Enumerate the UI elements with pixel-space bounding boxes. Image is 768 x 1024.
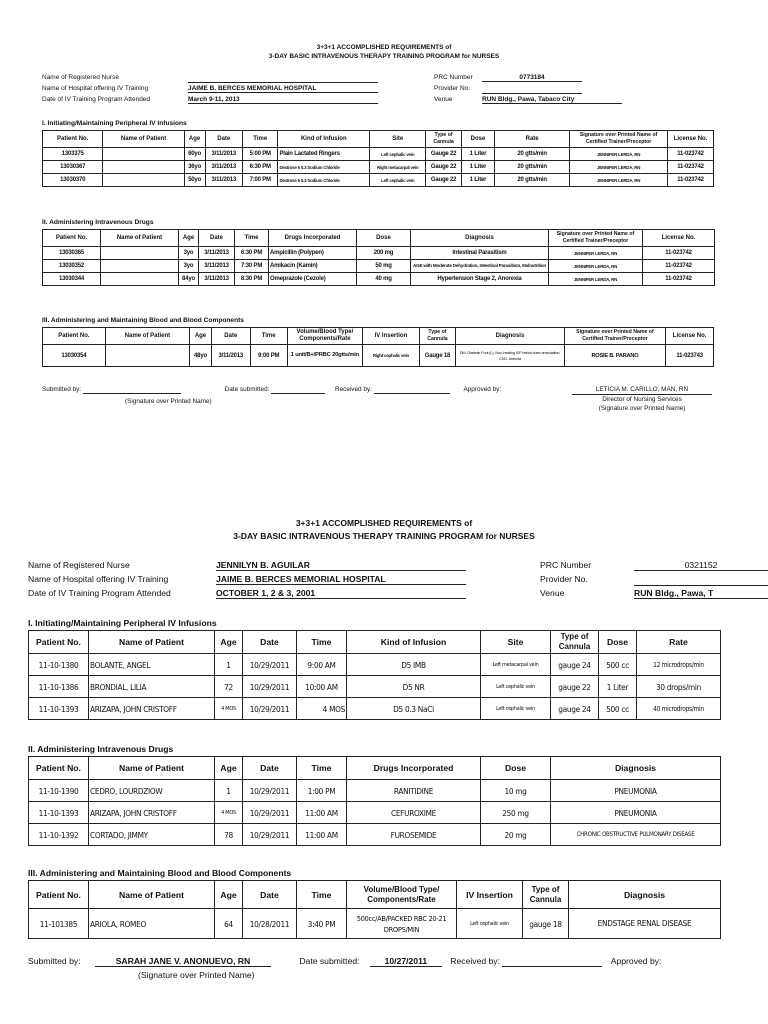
- cell: AGE with Moderate Dehydration, Intestinal Parasitism, Malnutrition: [411, 260, 549, 273]
- col-patient-no: Patient No.: [43, 328, 106, 345]
- col-cannula: Type of Cannula: [419, 328, 456, 345]
- col-patient-name: Name of Patient: [101, 230, 179, 247]
- cell: 4 MOS: [297, 698, 347, 720]
- cell: 9:00 PM: [250, 345, 287, 367]
- cell: 10/29/2011: [243, 824, 297, 846]
- col-rate: Rate: [637, 631, 721, 654]
- cell: [103, 174, 184, 187]
- cell: 10/28/2011: [243, 909, 297, 939]
- nurse-value: [188, 74, 378, 83]
- cell: 200 mg: [357, 247, 411, 260]
- col-date: Date: [199, 230, 235, 247]
- cell: 10/29/2011: [243, 654, 297, 676]
- table-row: [43, 345, 714, 367]
- venue-value: RUN Bldg., Pawa, Tabaco City: [482, 96, 622, 104]
- cell: 250 mg: [481, 802, 551, 824]
- cell: [101, 273, 179, 286]
- cell: 3/11/2013: [199, 247, 235, 260]
- cell: JENNIFER LERDA, RN: [549, 247, 643, 260]
- table-header: [29, 631, 721, 654]
- cell: PNEUMONIA: [551, 780, 721, 802]
- col-patient-name: Name of Patient: [89, 881, 215, 909]
- col-signature: Signature over Printed Name of Certified Trainer/Preceptor: [570, 131, 668, 148]
- col-date: Date: [211, 328, 250, 345]
- form-2-footer: [28, 956, 661, 967]
- table-row: [29, 654, 721, 676]
- cell: 12 microdrops/min: [637, 654, 721, 676]
- cell: Right metacarpal vein: [370, 161, 426, 174]
- col-age: Age: [215, 631, 243, 654]
- cell: 1:00 PM: [297, 780, 347, 802]
- cell: Gauge 18: [419, 345, 456, 367]
- cell: 9:00 AM: [297, 654, 347, 676]
- cell: [101, 247, 179, 260]
- col-time: Time: [297, 631, 347, 654]
- col-date: Date: [243, 757, 297, 780]
- col-kind-of-infusion: Kind of Infusion: [347, 631, 481, 654]
- cell: Left cephalic vein: [370, 174, 426, 187]
- table-header: [43, 328, 714, 345]
- table-row: [43, 161, 714, 174]
- cell: 6:30 PM: [235, 247, 269, 260]
- cell: 40 microdrops/min: [637, 698, 721, 720]
- form-1-header-fields: [42, 74, 722, 108]
- col-time: Time: [297, 757, 347, 780]
- cell: 10/29/2011: [243, 802, 297, 824]
- cell: Left metacarpal vein: [481, 654, 551, 676]
- cell: Hypertension Stage 2, Anorexia: [411, 273, 549, 286]
- submitted-by-line: [83, 386, 181, 394]
- cell: Left cephalic vein: [481, 676, 551, 698]
- col-diagnosis: Diagnosis: [411, 230, 549, 247]
- form-2-signature-note: (Signature over Printed Name): [138, 970, 255, 980]
- approved-by-label: Approved by:: [610, 956, 662, 966]
- provider-label: Provider No.: [540, 574, 588, 584]
- col-time: Time: [243, 131, 278, 148]
- cell: 500 cc: [599, 698, 637, 720]
- col-patient-name: Name of Patient: [89, 631, 215, 654]
- cell: ROSIE B. PARANO: [564, 345, 666, 367]
- col-patient-name: Name of Patient: [103, 131, 184, 148]
- cell: 11-10-1386: [29, 676, 89, 698]
- cell: PNEUMONIA: [551, 802, 721, 824]
- col-site: Site: [370, 131, 426, 148]
- table-row: [29, 909, 721, 939]
- cell: [103, 148, 184, 161]
- col-dose: Dose: [481, 757, 551, 780]
- section-1-title: I. Initiating/Maintaining Peripheral IV Infusions: [28, 618, 217, 628]
- cell: [101, 260, 179, 273]
- col-date: Date: [243, 881, 297, 909]
- table-row: [29, 676, 721, 698]
- approver-signature-note: (Signature over Printed Name): [598, 405, 686, 412]
- cell: D5 NR: [347, 676, 481, 698]
- form-2-header-fields: [28, 560, 768, 606]
- cell: gauge 24: [551, 654, 599, 676]
- date-value: March 9-11, 2013: [188, 96, 378, 104]
- cell: 20 gtts/min: [495, 161, 570, 174]
- cell: 8:30 PM: [235, 273, 269, 286]
- table-row: [29, 824, 721, 846]
- approver-title: Director of Nursing Services: [602, 396, 682, 403]
- received-by-line: [374, 386, 450, 394]
- cell: D5 IMB: [347, 654, 481, 676]
- cell: 1: [215, 654, 243, 676]
- venue-label: Venue: [540, 588, 565, 598]
- cell: JENNIFER LERDA, RN: [570, 161, 668, 174]
- col-rate: Rate: [495, 131, 570, 148]
- cell: JENNIFER LERDA, RN: [549, 260, 643, 273]
- col-signature: Signature over Printed Name of Certified Trainer/Preceptor: [549, 230, 643, 247]
- cell: 3/11/2013: [211, 345, 250, 367]
- form-2: [0, 470, 768, 1024]
- col-patient-no: Patient No.: [43, 230, 101, 247]
- cell: Dextrose 5 0.3 Sodium Chloride: [278, 161, 370, 174]
- cell: 10/29/2011: [243, 676, 297, 698]
- cell: ARIZAPA, JOHN CRISTOFF: [89, 802, 215, 824]
- submitted-by-label: Submitted by:: [42, 386, 82, 393]
- provider-value: [634, 574, 768, 586]
- col-cannula: Type of Cannula: [523, 881, 569, 909]
- cell: Left cephalic vein: [370, 148, 426, 161]
- table-header: [43, 131, 714, 148]
- col-volume: Volume/Blood Type/ Components/Rate: [347, 881, 457, 909]
- form-1-signature-note: (Signature over Printed Name): [125, 398, 212, 405]
- table-row: [43, 273, 715, 286]
- col-iv-insertion: IV Insertion: [457, 881, 523, 909]
- col-time: Time: [235, 230, 269, 247]
- nurse-label: Name of Registered Nurse: [28, 560, 130, 570]
- prc-label: PRC Number: [540, 560, 592, 570]
- col-diagnosis: Diagnosis: [569, 881, 721, 909]
- cell: 13030354: [43, 345, 106, 367]
- cell: 48yo: [190, 345, 212, 367]
- cell: 20 gtts/min: [495, 174, 570, 187]
- prc-label: PRC Number: [434, 74, 473, 81]
- cell: 11-023742: [668, 161, 714, 174]
- cell: gauge 18: [523, 909, 569, 939]
- cell: CHRONIC OBSTRUCTIVE PULMONARY DISEASE: [551, 824, 721, 846]
- cell: 11-023742: [643, 247, 715, 260]
- date-label: Date of IV Training Program Attended: [42, 96, 151, 103]
- cell: 13030344: [43, 273, 101, 286]
- cell: 3:40 PM: [297, 909, 347, 939]
- cell: DM, Diabetic Foot (L), Non-healing S/P below knee amputation, CKD, Anemia: [456, 345, 564, 367]
- cell: [103, 161, 184, 174]
- title-line-2: 3-DAY BASIC INTRAVENOUS THERAPY TRAINING PROGRAM for NURSES: [268, 53, 500, 60]
- cell: Amikacin (Kamin): [269, 260, 357, 273]
- cell: 1 Liter: [599, 676, 637, 698]
- prc-value: 0773184: [482, 74, 582, 82]
- table-header: [43, 230, 715, 247]
- cell: Dextrose 5 0.3 Sodium Chloride: [278, 174, 370, 187]
- col-drugs: Drugs Incorporated: [269, 230, 357, 247]
- cell: 6:30 PM: [243, 161, 278, 174]
- section-1-title: I. Initiating/Maintaining Peripheral IV Infusions: [42, 120, 187, 127]
- cell: 11-10-1393: [29, 802, 89, 824]
- col-patient-no: Patient No.: [29, 881, 89, 909]
- cell: Plain Lactated Ringers: [278, 148, 370, 161]
- cell: CEFUROXIME: [347, 802, 481, 824]
- cell: 5:00 PM: [243, 148, 278, 161]
- cell: 11:00 AM: [297, 802, 347, 824]
- nurse-label: Name of Registered Nurse: [42, 74, 119, 81]
- cell: RANITIDINE: [347, 780, 481, 802]
- section-2-title: II. Administering Intravenous Drugs: [28, 744, 174, 754]
- cell: Gauge 22: [426, 161, 461, 174]
- cell: 11-10-1393: [29, 698, 89, 720]
- title-line-1: 3+3+1 ACCOMPLISHED REQUIREMENTS of: [295, 518, 473, 528]
- cell: Right cephalic vein: [363, 345, 419, 367]
- cell: 11-10-1390: [29, 780, 89, 802]
- col-license: License No.: [668, 131, 714, 148]
- cell: D5 0.3 NaCl: [347, 698, 481, 720]
- cell: Omeprazole (Cezole): [269, 273, 357, 286]
- cell: Gauge 22: [426, 148, 461, 161]
- iv-infusion-table: [42, 130, 714, 187]
- cell: ARIOLA, ROMEO: [89, 909, 215, 939]
- col-age: Age: [184, 131, 205, 148]
- cell: ARIZAPA, JOHN CRISTOFF: [89, 698, 215, 720]
- received-by-label: Received by:: [334, 386, 372, 393]
- col-cannula: Type of Cannula: [426, 131, 461, 148]
- cell: Intestinal Parasitism: [411, 247, 549, 260]
- cell: [105, 345, 189, 367]
- cell: 4 MOS: [215, 802, 243, 824]
- table-row: [43, 247, 715, 260]
- cell: BOLANTE, ANGEL: [89, 654, 215, 676]
- cell: Ampicillin (Polypen): [269, 247, 357, 260]
- submitted-by-label: Submitted by:: [28, 956, 81, 966]
- approver-name: LETICIA M. CARILLO, MAN, RN: [572, 385, 712, 395]
- table-row: [29, 802, 721, 824]
- cell: 20 mg: [481, 824, 551, 846]
- blood-components-table: [42, 327, 714, 367]
- table-header: [29, 881, 721, 909]
- cell: 7:00 PM: [243, 174, 278, 187]
- cell: 10 mg: [481, 780, 551, 802]
- cell: Left cephalic vein: [457, 909, 523, 939]
- cell: gauge 22: [551, 676, 599, 698]
- cell: 3/11/2013: [199, 273, 235, 286]
- col-diagnosis: Diagnosis: [551, 757, 721, 780]
- cell: Left cephalic vein: [481, 698, 551, 720]
- cell: 500 cc: [599, 654, 637, 676]
- title-line-1: 3+3+1 ACCOMPLISHED REQUIREMENTS of: [316, 44, 452, 51]
- table-row: [43, 260, 715, 273]
- col-patient-name: Name of Patient: [105, 328, 189, 345]
- table-row: [43, 148, 714, 161]
- cell: 3/11/2013: [205, 161, 243, 174]
- cell: 64: [215, 909, 243, 939]
- cell: 1: [215, 780, 243, 802]
- form-1-title: [0, 0, 768, 61]
- cell: gauge 24: [551, 698, 599, 720]
- cell: JENNIFER LERDA, RN: [570, 174, 668, 187]
- form-1: [0, 0, 768, 470]
- submitter-name: SARAH JANE V. ANONUEVO, RN: [95, 956, 271, 967]
- iv-infusion-table: [28, 630, 721, 720]
- col-age: Age: [190, 328, 212, 345]
- nurse-value: JENNILYN B. AGUILAR: [216, 560, 466, 571]
- cell: 13030370: [43, 174, 103, 187]
- cell: JENNIFER LERDA, RN: [570, 148, 668, 161]
- cell: 3/11/2013: [205, 174, 243, 187]
- cell: CORTADO, JIMMY: [89, 824, 215, 846]
- cell: 3yo: [179, 260, 199, 273]
- received-by-line: [502, 956, 602, 967]
- cell: 1303375: [43, 148, 103, 161]
- table-header: [29, 757, 721, 780]
- cell: FUROSEMIDE: [347, 824, 481, 846]
- col-date: Date: [243, 631, 297, 654]
- col-age: Age: [179, 230, 199, 247]
- date-submitted-label: Date submitted:: [224, 386, 270, 393]
- cell: 11-10-1380: [29, 654, 89, 676]
- col-patient-no: Patient No.: [29, 757, 89, 780]
- cell: 1 unit/B+/PRBC 20gtts/min: [287, 345, 363, 367]
- table-row: [29, 698, 721, 720]
- cell: 10/29/2011: [243, 698, 297, 720]
- cell: 30 drops/min: [637, 676, 721, 698]
- cell: 84yo: [179, 273, 199, 286]
- col-license: License No.: [643, 230, 715, 247]
- cell: 11:00 AM: [297, 824, 347, 846]
- cell: Gauge 22: [426, 174, 461, 187]
- col-date: Date: [205, 131, 243, 148]
- cell: 13030352: [43, 260, 101, 273]
- form-1-footer: [42, 386, 501, 394]
- cell: 72: [215, 676, 243, 698]
- approved-by-label: Approved by:: [463, 386, 502, 393]
- cell: 60yo: [184, 148, 205, 161]
- date-value: OCTOBER 1, 2 & 3, 2001: [216, 588, 466, 599]
- cell: 13030365: [43, 247, 101, 260]
- approver-block: [572, 385, 712, 413]
- col-signature: Signature over Printed Name of Certified Trainer/Preceptor: [564, 328, 666, 345]
- received-by-label: Received by:: [450, 956, 500, 966]
- col-dose: Dose: [461, 131, 494, 148]
- cell: 10:00 AM: [297, 676, 347, 698]
- cell: JENNIFER LERDA, RN: [549, 273, 643, 286]
- hospital-value: JAIME B. BERCES MEMORIAL HOSPITAL: [188, 85, 378, 93]
- col-cannula: Type of Cannula: [551, 631, 599, 654]
- col-age: Age: [215, 757, 243, 780]
- table-row: [29, 780, 721, 802]
- cell: 7:30 PM: [235, 260, 269, 273]
- date-submitted-line: [271, 386, 325, 394]
- col-drugs: Drugs Incorporated: [347, 757, 481, 780]
- venue-label: Venue: [434, 96, 453, 103]
- blood-components-table: [28, 880, 721, 939]
- cell: 11-023742: [668, 148, 714, 161]
- col-kind-of-infusion: Kind of Infusion: [278, 131, 370, 148]
- cell: 3/11/2013: [205, 148, 243, 161]
- cell: 11-023742: [668, 174, 714, 187]
- col-patient-no: Patient No.: [29, 631, 89, 654]
- prc-value: 0321152: [634, 560, 768, 571]
- cell: 3/11/2013: [199, 260, 235, 273]
- form-2-title: [0, 470, 768, 543]
- col-patient-no: Patient No.: [43, 131, 103, 148]
- cell: 1 Liter: [461, 161, 494, 174]
- cell: 1 Liter: [461, 174, 494, 187]
- col-license: License No.: [666, 328, 714, 345]
- iv-drugs-table: [42, 229, 715, 286]
- cell: 11-023742: [643, 273, 715, 286]
- iv-drugs-table: [28, 756, 721, 846]
- col-diagnosis: Diagnosis: [456, 328, 564, 345]
- col-patient-name: Name of Patient: [89, 757, 215, 780]
- section-3-title: III. Administering and Maintaining Blood and Blood Components: [42, 317, 244, 324]
- hospital-label: Name of Hospital offering IV Training: [28, 574, 169, 584]
- cell: 1 Liter: [461, 148, 494, 161]
- cell: BRONDIAL, LILIA: [89, 676, 215, 698]
- cell: 11-023743: [666, 345, 714, 367]
- cell: 11-10-1392: [29, 824, 89, 846]
- col-iv-insertion: IV Insertion: [363, 328, 419, 345]
- cell: 20 gtts/min: [495, 148, 570, 161]
- col-time: Time: [250, 328, 287, 345]
- col-dose: Dose: [357, 230, 411, 247]
- date-label: Date of IV Training Program Attended: [28, 588, 171, 598]
- hospital-value: JAIME B. BERCES MEMORIAL HOSPITAL: [216, 574, 466, 585]
- table-row: [43, 174, 714, 187]
- hospital-label: Name of Hospital offering IV Training: [42, 85, 149, 92]
- date-submitted-value: 10/27/2011: [370, 956, 442, 967]
- col-site: Site: [481, 631, 551, 654]
- section-2-title: II. Administering Intravenous Drugs: [42, 219, 154, 226]
- cell: 50 mg: [357, 260, 411, 273]
- cell: 4 MOS: [215, 698, 243, 720]
- provider-value: [482, 85, 582, 94]
- cell: 50yo: [184, 174, 205, 187]
- cell: 500cc/AB/PACKED RBC 20-21 DROPS/MIN: [347, 909, 457, 939]
- col-time: Time: [297, 881, 347, 909]
- provider-label: Provider No.: [434, 85, 471, 92]
- col-age: Age: [215, 881, 243, 909]
- venue-value: RUN Bldg., Pawa, T: [634, 588, 768, 599]
- cell: 11-101385: [29, 909, 89, 939]
- col-volume: Volume/Blood Type/ Components/Rate: [287, 328, 363, 345]
- cell: 36yo: [184, 161, 205, 174]
- section-3-title: III. Administering and Maintaining Blood and Blood Components: [28, 868, 292, 878]
- cell: 78: [215, 824, 243, 846]
- cell: 40 mg: [357, 273, 411, 286]
- cell: 13030367: [43, 161, 103, 174]
- cell: CEDRO, LOURDZIOW: [89, 780, 215, 802]
- cell: 10/29/2011: [243, 780, 297, 802]
- cell: 3yo: [179, 247, 199, 260]
- cell: ENDSTAGE RENAL DISEASE: [569, 909, 721, 939]
- title-line-2: 3-DAY BASIC INTRAVENOUS THERAPY TRAINING PROGRAM for NURSES: [233, 531, 535, 541]
- cell: 11-023742: [643, 260, 715, 273]
- date-submitted-label: Date submitted:: [299, 956, 360, 966]
- col-dose: Dose: [599, 631, 637, 654]
